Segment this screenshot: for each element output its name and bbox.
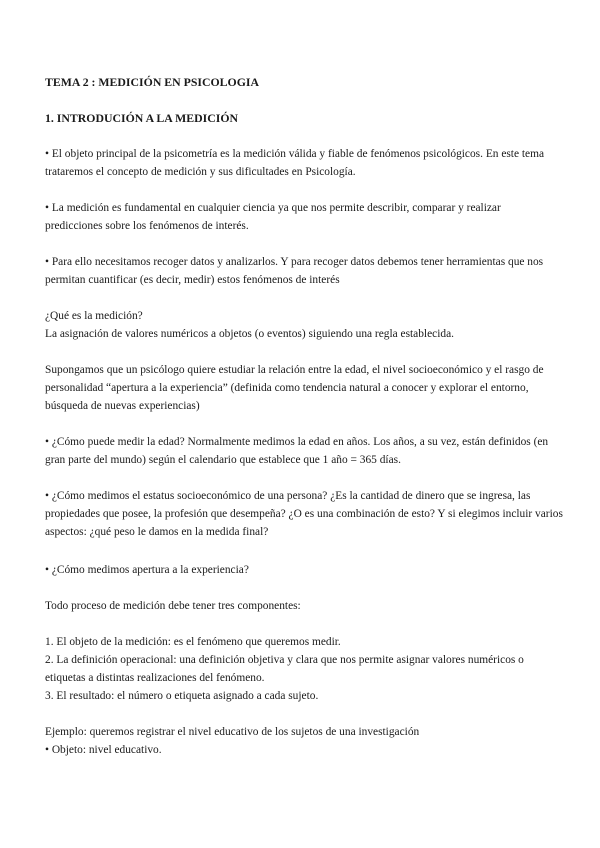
text-line: • La medición es fundamental en cualquier ciencia ya que nos permite describir, comparar y realizar [45, 202, 501, 214]
text-line: • ¿Cómo puede medir la edad? Normalmente medimos la edad en años. Los años, a su vez, están definidos (en [45, 436, 549, 448]
text-line: permitan cuantificar (es decir, medir) estos fenómenos de interés [45, 274, 340, 286]
text-line: trataremos el concepto de medición y sus dificultades en Psicología. [45, 166, 356, 178]
text-line: gran parte del mundo) según el calendario que establece que 1 año = 365 días. [45, 454, 401, 466]
text-line: • Objeto: nivel educativo. [45, 744, 162, 756]
text-line: • Para ello necesitamos recoger datos y analizarlos. Y para recoger datos debemos tener herramientas que nos [45, 256, 544, 268]
text-line: • ¿Cómo medimos apertura a la experiencia? [45, 564, 249, 576]
text-line: 1. El objeto de la medición: es el fenómeno que queremos medir. [45, 636, 341, 648]
section-title: 1. INTRODUCIÓN A LA MEDICIÓN [45, 111, 239, 125]
text-line: • ¿Cómo medimos el estatus socioeconómico de una persona? ¿Es la cantidad de dinero que se ingresa, las [45, 490, 531, 502]
text-line: La asignación de valores numéricos a objetos (o eventos) siguiendo una regla establecida. [45, 328, 454, 340]
text-line: 3. El resultado: el número o etiqueta asignado a cada sujeto. [45, 690, 319, 702]
text-line: etiquetas a distintas realizaciones del fenómeno. [45, 672, 265, 684]
text-line: propiedades que posee, la profesión que desempeña? ¿O es una combinación de esto? Y si elegimos incluir varios [45, 508, 563, 520]
text-line: 2. La definición operacional: una definición objetiva y clara que nos permite asignar valores numéricos o [45, 654, 524, 666]
text-line: aspectos: ¿qué peso le damos en la medida final? [45, 526, 269, 538]
text-line: Todo proceso de medición debe tener tres componentes: [45, 600, 301, 612]
text-line: Supongamos que un psicólogo quiere estudiar la relación entre la edad, el nivel socioeconómico y el rasgo de [45, 364, 544, 376]
text-line: Ejemplo: queremos registrar el nivel educativo de los sujetos de una investigación [45, 726, 420, 738]
document-title: TEMA 2 : MEDICIÓN EN PSICOLOGIA [45, 75, 260, 89]
text-line: predicciones sobre los fenómenos de interés. [45, 220, 249, 232]
text-line: personalidad “apertura a la experiencia” (definida como tendencia natural a conocer y explorar el entorno, [45, 382, 529, 394]
text-line: • El objeto principal de la psicometría es la medición válida y fiable de fenómenos psicológicos. En este tema [45, 148, 545, 160]
text-line: búsqueda de nuevas experiencias) [45, 400, 200, 412]
text-line: ¿Qué es la medición? [45, 310, 143, 322]
